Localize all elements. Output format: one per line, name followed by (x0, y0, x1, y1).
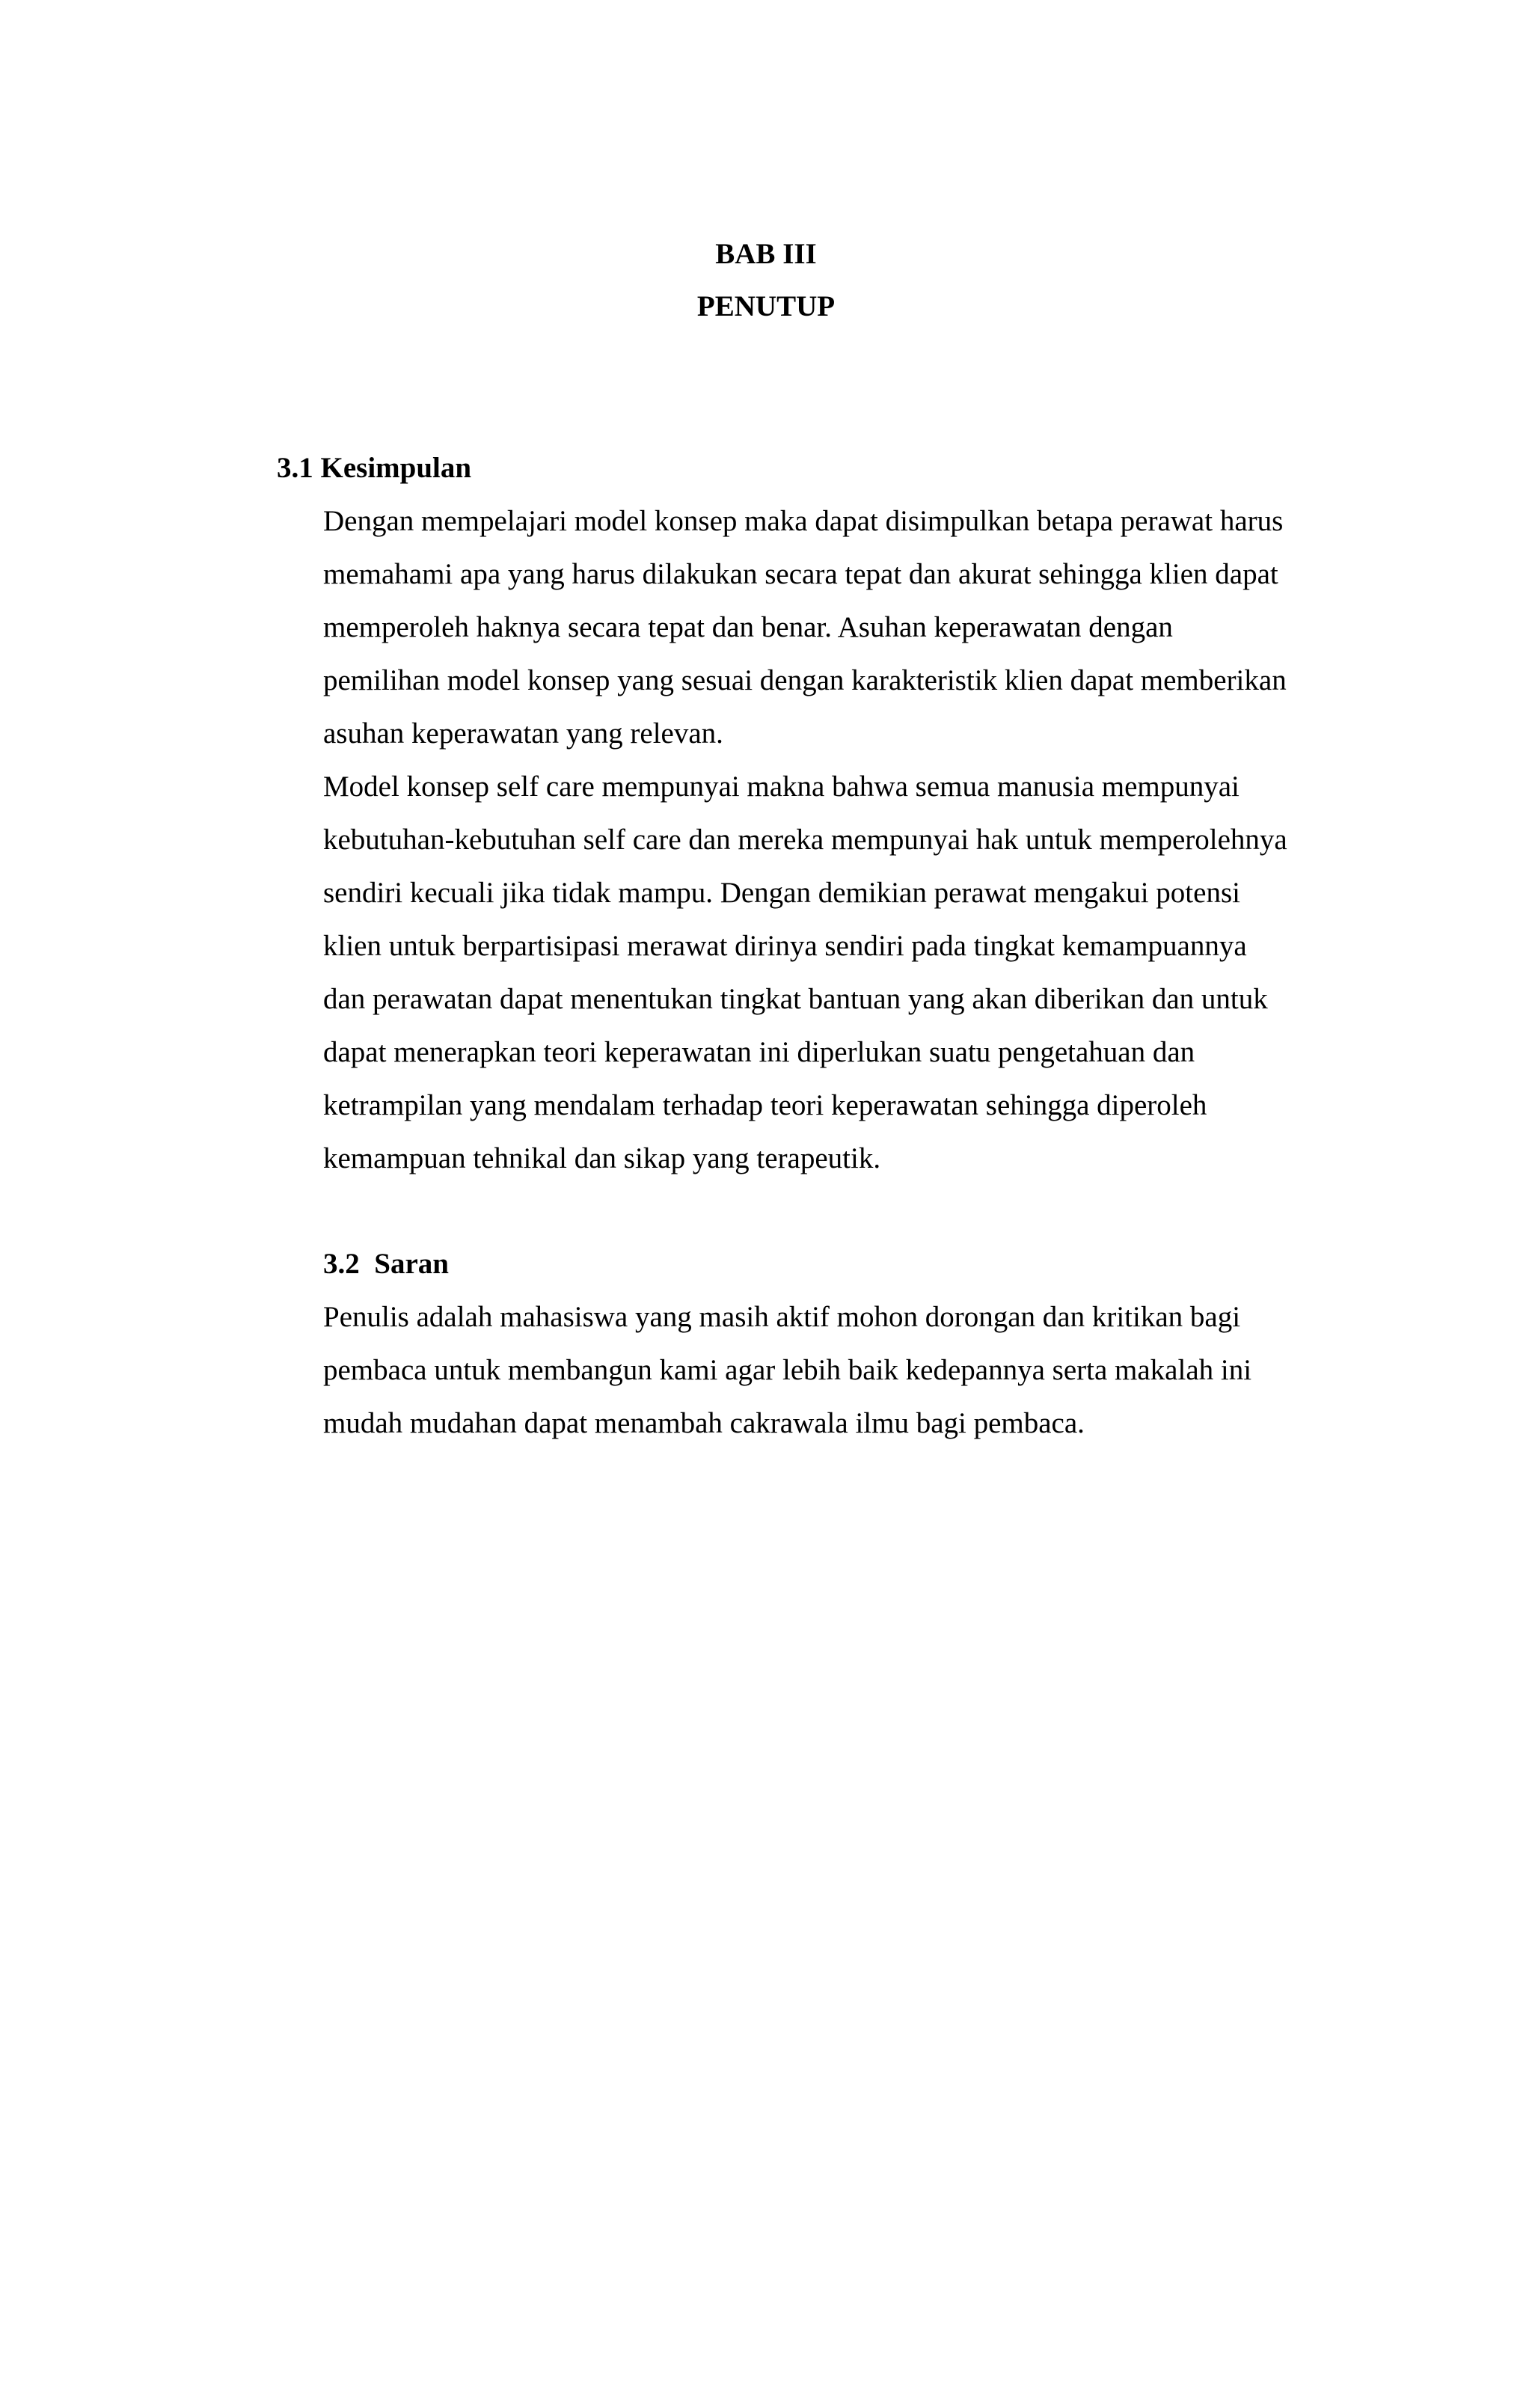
paragraph-line: Penulis adalah mahasiswa yang masih aktif mohon dorongan dan kritikan bagi (323, 1301, 1241, 1333)
paragraph-line: pembaca untuk membangun kami agar lebih baik kedepannya serta makalah ini (323, 1354, 1252, 1386)
chapter-number: BAB III (715, 238, 817, 270)
paragraph-line: Dengan mempelajari model konsep maka dapat disimpulkan betapa perawat harus (323, 505, 1284, 537)
paragraph-line: memperoleh haknya secara tepat dan benar. Asuhan keperawatan dengan (323, 611, 1173, 643)
paragraph-line: pemilihan model konsep yang sesuai dengan karakteristik klien dapat memberikan (323, 664, 1287, 696)
section-heading-kesimpulan: 3.1 Kesimpulan (277, 452, 472, 484)
paragraph-line: klien untuk berpartisipasi merawat dirinya sendiri pada tingkat kemampuannya (323, 930, 1247, 962)
section-heading-saran: 3.2 Saran (323, 1248, 449, 1280)
paragraph-line: kebutuhan-kebutuhan self care dan mereka mempunyai hak untuk memperolehnya (323, 824, 1287, 856)
paragraph-line: Model konsep self care mempunyai makna bahwa semua manusia mempunyai (323, 771, 1240, 803)
paragraph-line: kemampuan tehnikal dan sikap yang terapeutik. (323, 1142, 881, 1174)
paragraph-line: asuhan keperawatan yang relevan. (323, 717, 723, 750)
chapter-title: PENUTUP (696, 290, 836, 322)
paragraph-line: memahami apa yang harus dilakukan secara tepat dan akurat sehingga klien dapat (323, 558, 1278, 590)
paragraph-line: dan perawatan dapat menentukan tingkat bantuan yang akan diberikan dan untuk (323, 983, 1268, 1015)
paragraph-line: ketrampilan yang mendalam terhadap teori keperawatan sehingga diperoleh (323, 1089, 1207, 1121)
paragraph-line: sendiri kecuali jika tidak mampu. Dengan demikian perawat mengakui potensi (323, 877, 1240, 909)
paragraph-line: mudah mudahan dapat menambah cakrawala ilmu bagi pembaca. (323, 1407, 1085, 1439)
paragraph-line: dapat menerapkan teori keperawatan ini diperlukan suatu pengetahuan dan (323, 1036, 1195, 1068)
